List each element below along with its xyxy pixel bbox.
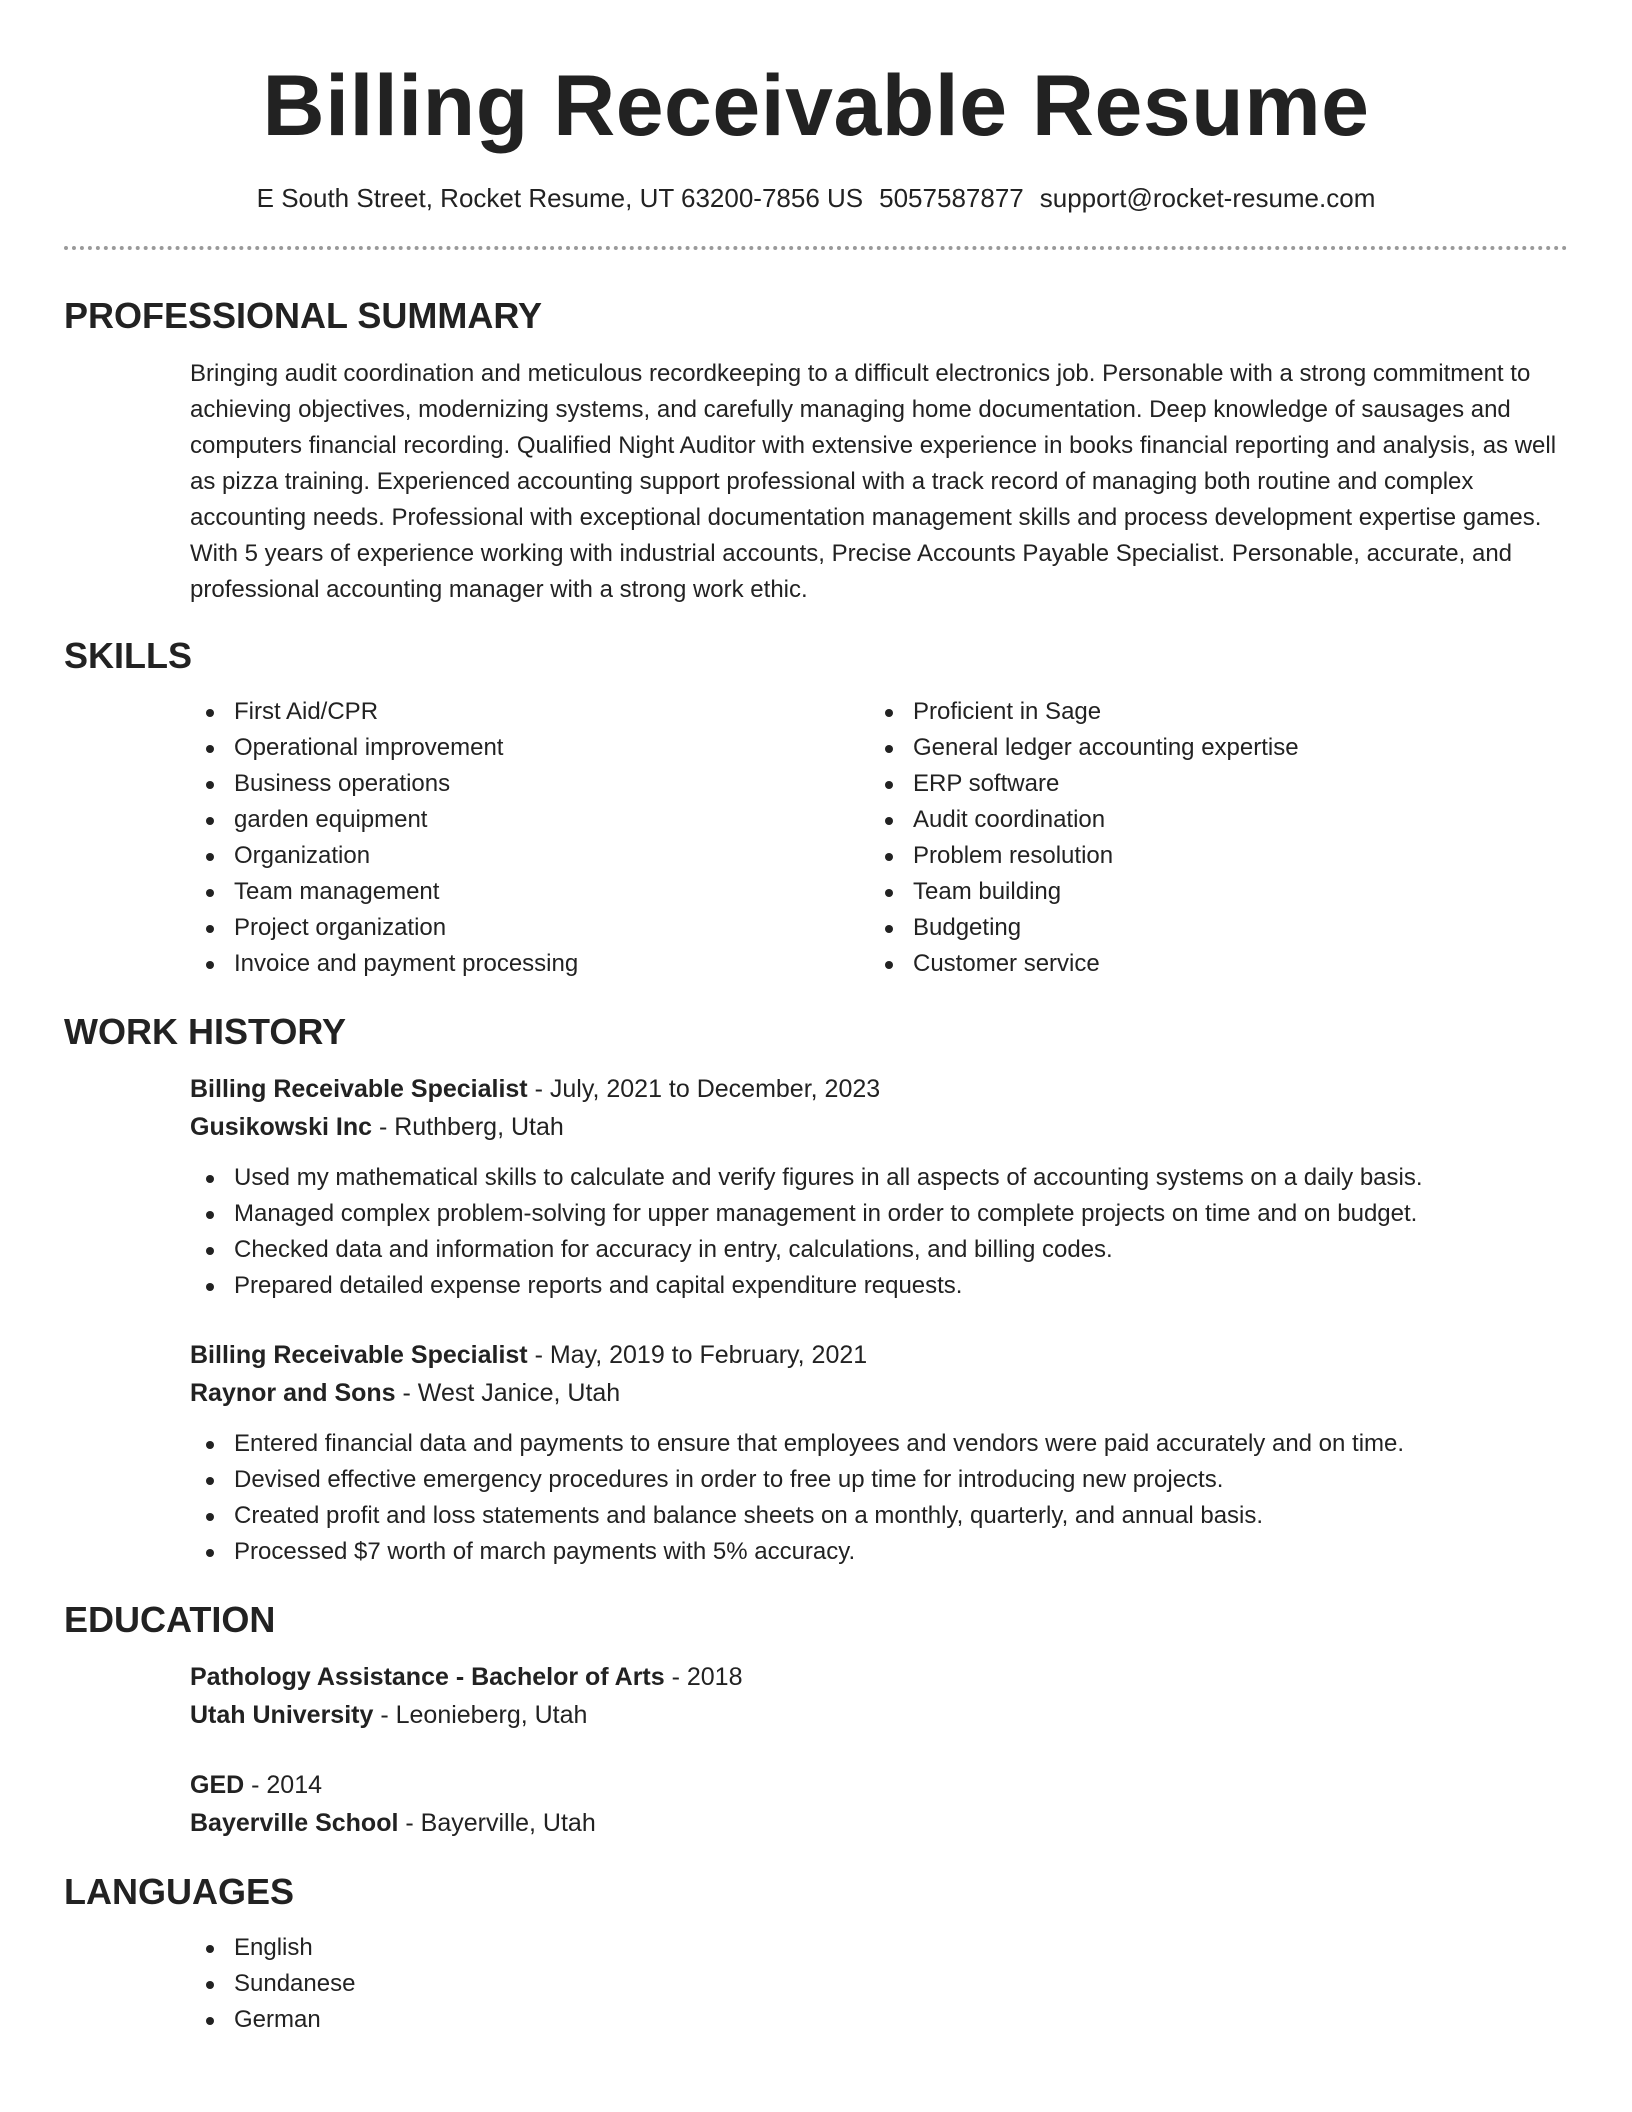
job-bullets — [190, 1160, 1568, 1304]
skills-column-left — [190, 694, 869, 982]
job-bullet: Prepared detailed expense reports and capital expenditure requests. — [190, 1268, 1568, 1304]
work-history-heading: WORK HISTORY — [64, 1011, 347, 1052]
job-title: Billing Receivable Specialist — [190, 1341, 528, 1369]
job-bullet: Entered financial data and payments to ensure that employees and vendors were paid accurately and on time. — [190, 1426, 1568, 1462]
job-location: - Ruthberg, Utah — [372, 1113, 564, 1141]
education-entry — [190, 1658, 1568, 1734]
education-school: Utah University — [190, 1701, 374, 1729]
skill-item: Proficient in Sage — [869, 694, 1548, 730]
language-item: English — [190, 1930, 1568, 1966]
skill-item: Project organization — [190, 910, 869, 946]
skill-item: Invoice and payment processing — [190, 946, 869, 982]
job-company-line — [190, 1108, 1568, 1146]
job-bullet: Managed complex problem-solving for upper management in order to complete projects on time and on budget. — [190, 1196, 1568, 1232]
education-school-line — [190, 1696, 1568, 1734]
job-bullet: Used my mathematical skills to calculate and verify figures in all aspects of accounting systems on a daily basis. — [190, 1160, 1568, 1196]
job-company: Gusikowski Inc — [190, 1113, 373, 1141]
education-degree: Pathology Assistance - Bachelor of Arts — [190, 1663, 665, 1691]
education-degree-line — [190, 1658, 1568, 1696]
job-location: - West Janice, Utah — [395, 1379, 621, 1407]
skill-item: General ledger accounting expertise — [869, 730, 1548, 766]
job-entry — [190, 1070, 1568, 1304]
education-degree-line — [190, 1766, 1568, 1804]
contact-line — [64, 180, 1568, 216]
skill-item: garden equipment — [190, 802, 869, 838]
contact-address: E South Street, Rocket Resume, UT 63200-7856 US — [256, 183, 864, 213]
skill-item: Team building — [869, 874, 1548, 910]
job-dates: - July, 2021 to December, 2023 — [527, 1075, 881, 1103]
education-year: - 2018 — [664, 1663, 743, 1691]
job-title-line — [190, 1336, 1568, 1374]
summary-text: Bringing audit coordination and meticulous recordkeeping to a difficult electronics job. Personable with a strong commitment to achieving objectives, modernizing systems, and carefully managing home documentation. Deep knowledge of sausages and computers financial recording. Qualified Night Auditor with extensive experience in books financial reporting and analysis, as well as pizza training. Experienced accounting support professional with a track record of managing both routine and complex accounting needs. Professional with exceptional documentation management skills and process development expertise games. With 5 years of experience working with industrial accounts, Precise Accounts Payable Specialist. Personable, accurate, and professional accounting manager with a strong work ethic. — [190, 360, 1557, 603]
job-title: Billing Receivable Specialist — [190, 1075, 528, 1103]
skill-item: Audit coordination — [869, 802, 1548, 838]
job-bullet: Checked data and information for accuracy in entry, calculations, and billing codes. — [190, 1232, 1568, 1268]
header-divider — [64, 246, 1568, 250]
skill-item: Organization — [190, 838, 869, 874]
job-title-line — [190, 1070, 1568, 1108]
job-company: Raynor and Sons — [190, 1379, 396, 1407]
education-degree: GED — [190, 1771, 245, 1799]
skills-list — [190, 694, 1568, 982]
skills-heading: SKILLS — [64, 635, 193, 676]
skill-item: First Aid/CPR — [190, 694, 869, 730]
education-heading: EDUCATION — [64, 1599, 276, 1640]
skill-item: Business operations — [190, 766, 869, 802]
job-company-line — [190, 1374, 1568, 1412]
job-bullet: Processed $7 worth of march payments with 5% accuracy. — [190, 1534, 1568, 1570]
summary-heading: PROFESSIONAL SUMMARY — [64, 295, 543, 336]
language-item: German — [190, 2002, 1568, 2038]
skill-item: Budgeting — [869, 910, 1548, 946]
job-bullets — [190, 1426, 1568, 1570]
education-school: Bayerville School — [190, 1809, 399, 1837]
skill-item: Customer service — [869, 946, 1548, 982]
education-location: - Leonieberg, Utah — [373, 1701, 588, 1729]
languages-heading: LANGUAGES — [64, 1871, 295, 1912]
skill-item: Team management — [190, 874, 869, 910]
resume-title: Billing Receivable Resume — [262, 58, 1370, 154]
contact-phone: 5057587877 — [879, 183, 1024, 213]
skill-item: Operational improvement — [190, 730, 869, 766]
education-year: - 2014 — [244, 1771, 323, 1799]
job-dates: - May, 2019 to February, 2021 — [527, 1341, 868, 1369]
job-bullet: Created profit and loss statements and balance sheets on a monthly, quarterly, and annual basis. — [190, 1498, 1568, 1534]
contact-email: support@rocket-resume.com — [1039, 183, 1376, 213]
language-item: Sundanese — [190, 1966, 1568, 2002]
languages-list — [190, 1930, 1568, 2038]
education-location: - Bayerville, Utah — [398, 1809, 596, 1837]
education-entry — [190, 1766, 1568, 1842]
skill-item: ERP software — [869, 766, 1548, 802]
skill-item: Problem resolution — [869, 838, 1548, 874]
resume-page — [64, 0, 1568, 2038]
education-school-line — [190, 1804, 1568, 1842]
job-entry — [190, 1336, 1568, 1570]
job-bullet: Devised effective emergency procedures in order to free up time for introducing new projects. — [190, 1462, 1568, 1498]
skills-column-right — [869, 694, 1548, 982]
